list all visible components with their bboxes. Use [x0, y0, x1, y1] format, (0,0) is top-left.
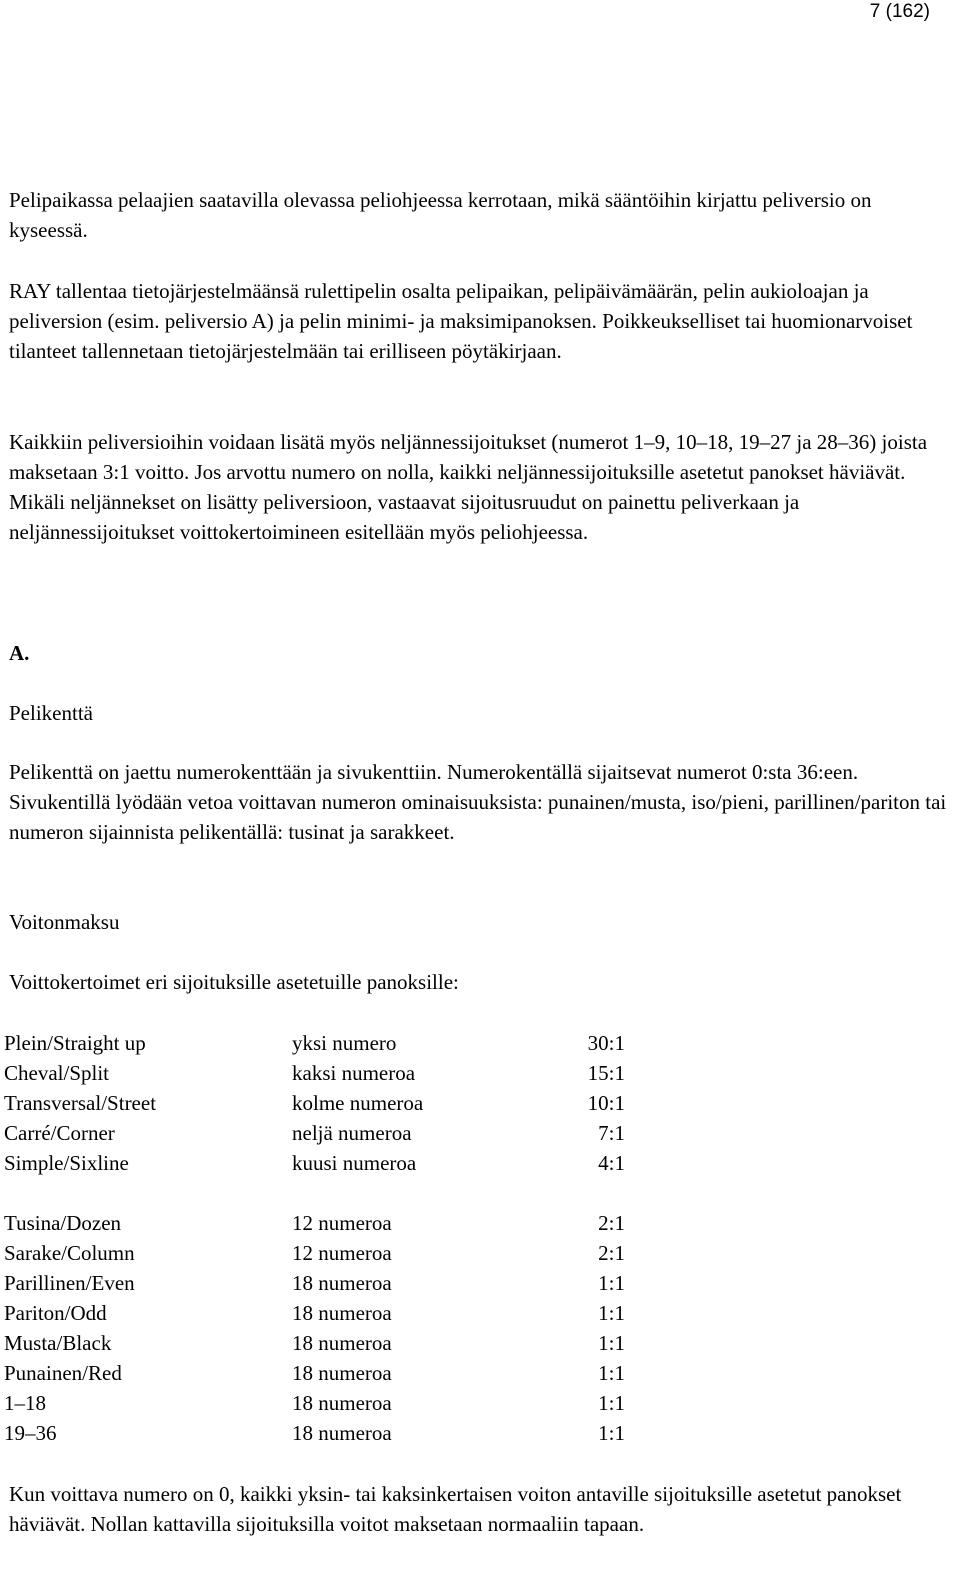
- bet-numbers: kolme numeroa: [292, 1091, 424, 1115]
- bet-odds: 15:1: [587, 1061, 625, 1085]
- bet-odds: 1:1: [598, 1421, 625, 1445]
- bet-name: Sarake/Column: [4, 1241, 135, 1265]
- table-row: [4, 1268, 644, 1298]
- bet-numbers: kaksi numeroa: [292, 1061, 416, 1085]
- bet-name: Musta/Black: [4, 1331, 112, 1355]
- bet-numbers: yksi numero: [292, 1031, 397, 1055]
- bet-name: Punainen/Red: [4, 1361, 122, 1385]
- bet-name: Parillinen/Even: [4, 1271, 135, 1295]
- paragraph-text: Pelikenttä on jaettu numerokenttään ja sivukenttiin. Numerokentällä sijaitsevat numerot 0:sta 36:een. Sivukentillä lyödään vetoa voittavan numeron ominaisuuksista: punainen/musta, iso/pieni, parillinen/pariton tai numeron sijainnista pelikentällä: tusinat ja sarakkeet.: [9, 760, 947, 844]
- bet-name: Tusina/Dozen: [4, 1211, 122, 1235]
- paragraph-pelikentta: [9, 757, 954, 847]
- bet-numbers: 18 numeroa: [292, 1271, 392, 1295]
- bet-name: Cheval/Split: [4, 1061, 109, 1085]
- bet-odds: 1:1: [598, 1361, 625, 1385]
- bet-name: 19–36: [4, 1421, 57, 1445]
- table-row: [4, 1418, 644, 1448]
- bet-name: 1–18: [4, 1391, 46, 1415]
- paragraph-text: Kaikkiin peliversioihin voidaan lisätä myös neljännessijoitukset (numerot 1–9, 10–18, 19–27 ja 28–36) joista maksetaan 3:1 voitto. Jos arvottu numero on nolla, kaikki neljännessijoituksille asetetut panokset häviävät. Mikäli neljännekset on lisätty peliversioon, vastaavat sijoitusruudut on painettu peliverkaan ja neljännessijoitukset voittokertoimineen esitellään myös peliohjeessa.: [9, 430, 928, 544]
- subheading-pelikentta: Pelikenttä: [9, 701, 93, 725]
- bet-name: Simple/Sixline: [4, 1151, 129, 1175]
- table-row: [4, 1238, 644, 1268]
- bet-name: Plein/Straight up: [4, 1031, 146, 1055]
- payout-table-inside: [4, 1028, 644, 1178]
- bet-numbers: 18 numeroa: [292, 1421, 392, 1445]
- bet-numbers: 18 numeroa: [292, 1361, 392, 1385]
- voitonmaksu-intro: Voittokertoimet eri sijoituksille asetetuille panoksille:: [9, 970, 459, 994]
- bet-numbers: neljä numeroa: [292, 1121, 412, 1145]
- bet-odds: 2:1: [598, 1241, 625, 1265]
- bet-numbers: 18 numeroa: [292, 1301, 392, 1325]
- bet-odds: 1:1: [598, 1271, 625, 1295]
- paragraph-peliohje: [9, 185, 954, 245]
- table-row: [4, 1028, 644, 1058]
- bet-odds: 1:1: [598, 1331, 625, 1355]
- subheading-voitonmaksu: Voitonmaksu: [9, 910, 120, 934]
- page-number: 7 (162): [869, 1, 930, 22]
- table-row: [4, 1358, 644, 1388]
- bet-odds: 1:1: [598, 1301, 625, 1325]
- paragraph-text: Pelipaikassa pelaajien saatavilla olevassa peliohjeessa kerrotaan, mikä sääntöihin kirjattu peliversio on kyseessä.: [9, 188, 872, 242]
- table-row: [4, 1208, 644, 1238]
- bet-odds: 7:1: [598, 1121, 625, 1145]
- bet-numbers: 12 numeroa: [292, 1211, 392, 1235]
- bet-numbers: 18 numeroa: [292, 1391, 392, 1415]
- bet-odds: 2:1: [598, 1211, 625, 1235]
- table-row: [4, 1328, 644, 1358]
- paragraph-closing: [9, 1479, 954, 1539]
- table-row: [4, 1088, 644, 1118]
- section-a-heading: A.: [9, 641, 30, 665]
- table-row: [4, 1148, 644, 1178]
- bet-name: Transversal/Street: [4, 1091, 157, 1115]
- bet-numbers: kuusi numeroa: [292, 1151, 417, 1175]
- table-row: [4, 1388, 644, 1418]
- table-row: [4, 1118, 644, 1148]
- bet-name: Carré/Corner: [4, 1121, 115, 1145]
- payout-table-outside: [4, 1208, 644, 1448]
- bet-odds: 4:1: [598, 1151, 625, 1175]
- bet-odds: 1:1: [598, 1391, 625, 1415]
- paragraph-text: RAY tallentaa tietojärjestelmäänsä rulettipelin osalta pelipaikan, pelipäivämäärän, pelin aukioloajan ja peliversion (esim. peliversio A) ja pelin minimi- ja maksimipanoksen. Poikkeukselliset tai huomionarvoiset tilanteet tallennetaan tietojärjestelmään tai erilliseen pöytäkirjaan.: [9, 279, 913, 363]
- bet-numbers: 12 numeroa: [292, 1241, 392, 1265]
- bet-numbers: 18 numeroa: [292, 1331, 392, 1355]
- bet-name: Pariton/Odd: [4, 1301, 107, 1325]
- table-row: [4, 1298, 644, 1328]
- bet-odds: 30:1: [587, 1031, 625, 1055]
- paragraph-text: Kun voittava numero on 0, kaikki yksin- tai kaksinkertaisen voiton antaville sijoituksille asetetut panokset häviävät. Nollan kattavilla sijoituksilla voitot maksetaan normaaliin tapaan.: [9, 1482, 902, 1536]
- table-row: [4, 1058, 644, 1088]
- bet-odds: 10:1: [587, 1091, 625, 1115]
- paragraph-neljannessijoitukset: [9, 427, 954, 547]
- paragraph-ray-tallentaa: [9, 276, 954, 366]
